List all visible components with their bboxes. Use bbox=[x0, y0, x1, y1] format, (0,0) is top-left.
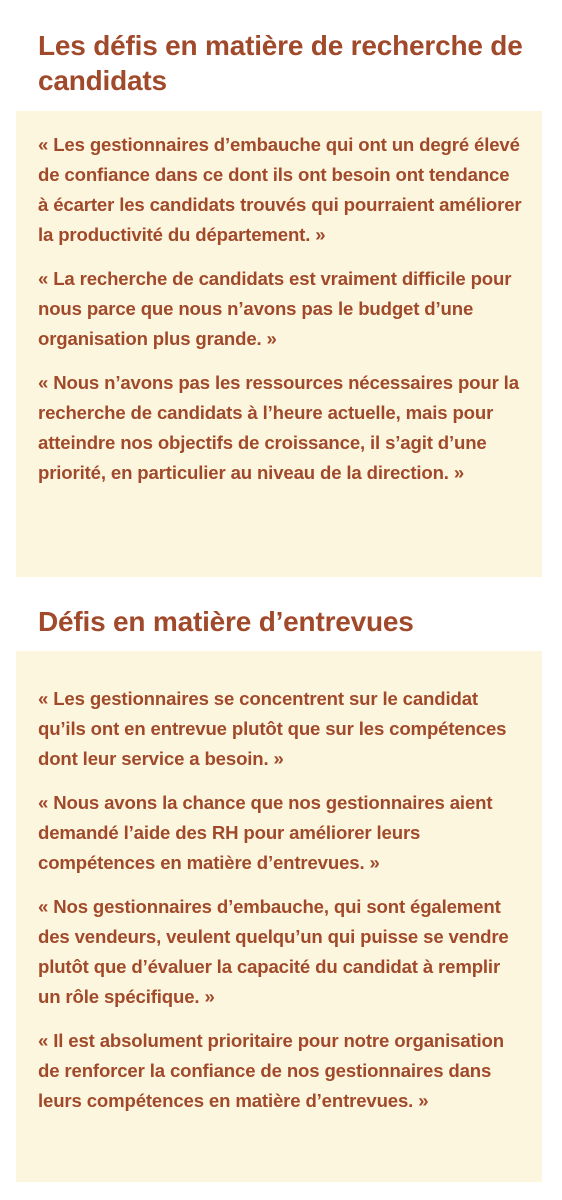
quote-interviews-2: « Nous avons la chance que nos gestionnaires aient demandé l’aide des RH pour améliorer leurs compétences en matière d’entrevues. » bbox=[38, 792, 493, 873]
section-title-sourcing: Les défis en matière de recherche de candidats bbox=[38, 30, 523, 96]
section-title-interviews: Défis en matière d’entrevues bbox=[38, 606, 414, 637]
quote-interviews-4: « Il est absolument prioritaire pour notre organisation de renforcer la confiance de nos gestionnaires dans leurs compétences en matière d’entrevues. » bbox=[38, 1030, 504, 1111]
quote-panel-interviews bbox=[16, 651, 542, 1182]
quote-sourcing-1: « Les gestionnaires d’embauche qui ont un degré élevé de confiance dans ce dont ils ont besoin ont tendance à écarter les candidats trouvés qui pourraient améliorer la productivité du département. » bbox=[38, 134, 522, 245]
quote-panel-sourcing bbox=[16, 111, 542, 577]
quote-sourcing-2: « La recherche de candidats est vraiment difficile pour nous parce que nous n’avons pas le budget d’une organisation plus grande. » bbox=[38, 268, 512, 349]
quote-interviews-3: « Nos gestionnaires d’embauche, qui sont également des vendeurs, veulent quelqu’un qui puisse se vendre plutôt que d’évaluer la capacité du candidat à remplir un rôle spécifique. » bbox=[38, 896, 509, 1007]
quote-sourcing-3: « Nous n’avons pas les ressources nécessaires pour la recherche de candidats à l’heure actuelle, mais pour atteindre nos objectifs de croissance, il s’agit d’une priorité, en particulier au niveau de la direction. » bbox=[38, 372, 519, 483]
quote-interviews-1: « Les gestionnaires se concentrent sur le candidat qu’ils ont en entrevue plutôt que sur les compétences dont leur service a besoin. » bbox=[38, 688, 507, 769]
